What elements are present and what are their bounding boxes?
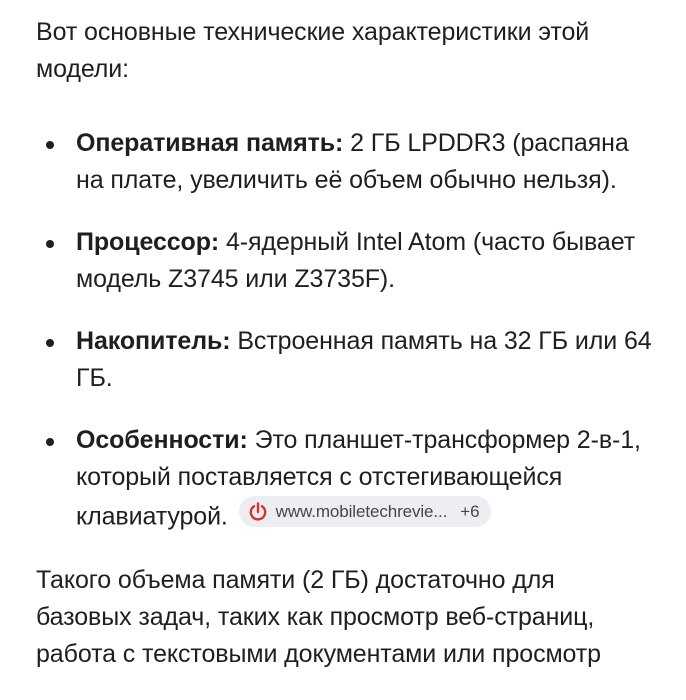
list-item <box>36 125 656 199</box>
spec-text: 2 ГБ LPDDR3 (распаяна на плате, увеличить её объем обычно нельзя). <box>76 129 629 194</box>
spec-label: Оперативная память: <box>76 129 344 157</box>
list-item <box>36 224 656 298</box>
list-item <box>36 323 656 397</box>
spec-label: Накопитель: <box>76 327 231 355</box>
list-item <box>36 422 656 536</box>
source-chip-label: www.mobiletechrevie... <box>275 502 448 521</box>
source-chip-count: +6 <box>460 502 480 521</box>
source-chip[interactable] <box>239 496 492 527</box>
spec-text: Это планшет-трансформер 2-в-1, который поставляется с отстегивающейся клавиатурой. <box>76 426 641 531</box>
response-content <box>36 14 656 673</box>
spec-text: 4-ядерный Intel Atom (часто бывает модель Z3745 или Z3735F). <box>76 228 636 293</box>
spec-label: Особенности: <box>76 426 248 454</box>
intro-paragraph: Вот основные технические характеристики этой модели: <box>36 18 590 83</box>
power-icon <box>247 501 269 523</box>
outro-paragraph: Такого объема памяти (2 ГБ) достаточно для базовых задач, таких как просмотр веб-страниц, работа с текстовыми документами или просмотр <box>36 565 601 668</box>
spec-list <box>36 125 656 536</box>
spec-label: Процессор: <box>76 228 220 256</box>
spec-text: Встроенная память на 32 ГБ или 64 ГБ. <box>76 327 652 392</box>
